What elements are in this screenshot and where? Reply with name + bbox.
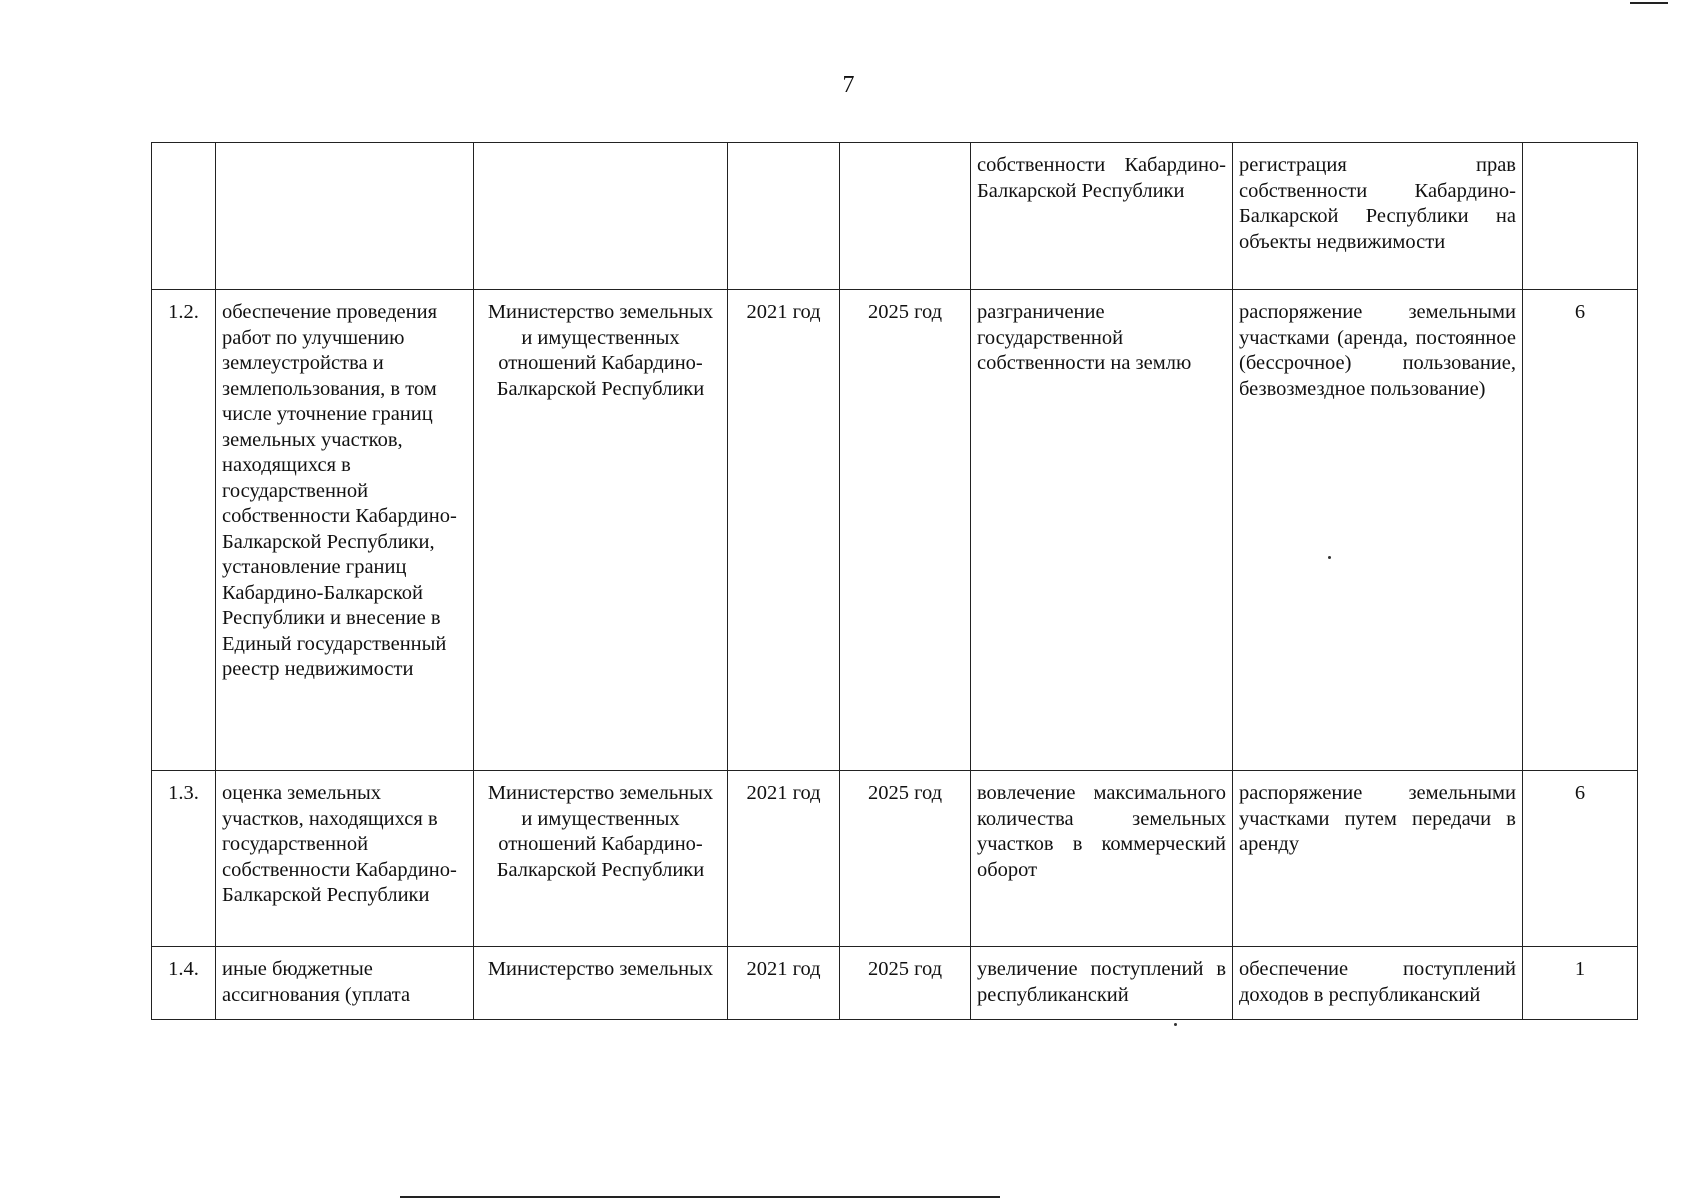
table-row	[152, 290, 1638, 771]
end-year: 2025 год	[840, 290, 971, 771]
scan-artifact-line	[1630, 2, 1668, 4]
indicator-relation: распоряжение земельными участками путем передачи в аренду	[1233, 771, 1523, 947]
expected-result: собственности Кабардино-Балкарской Республики	[971, 143, 1233, 290]
indicator-number: 6	[1523, 290, 1638, 771]
row-number: 1.4.	[152, 947, 216, 1020]
measure-name: обеспечение проведения работ по улучшению землеустройства и землепользования, в том числе уточнение границ земельных участков, находящихся в государственной собственности Кабардино-Балкарской Республики, установление границ Кабардино-Балкарской Республики и внесение в Единый государственный реестр недвижимости	[216, 290, 474, 771]
end-year: 2025 год	[840, 771, 971, 947]
executor	[474, 143, 728, 290]
indicator-relation: распоряжение земельными участками (аренда, постоянное (бессрочное) пользование, безвозмездное пользование)	[1233, 290, 1523, 771]
scan-artifact-line	[400, 1196, 1000, 1198]
indicator-number	[1523, 143, 1638, 290]
end-year	[840, 143, 971, 290]
executor: Министерство земельных и имущественных отношений Кабардино-Балкарской Республики	[474, 771, 728, 947]
table-row	[152, 771, 1638, 947]
table-row	[152, 947, 1638, 1020]
start-year: 2021 год	[728, 290, 840, 771]
row-number	[152, 143, 216, 290]
table-row	[152, 143, 1638, 290]
expected-result: вовлечение максимального количества земельных участков в коммерческий оборот	[971, 771, 1233, 947]
expected-result: разграничение государственной собственности на землю	[971, 290, 1233, 771]
row-number: 1.2.	[152, 290, 216, 771]
end-year: 2025 год	[840, 947, 971, 1020]
measure-name: иные бюджетные ассигнования (уплата	[216, 947, 474, 1020]
indicator-number: 1	[1523, 947, 1638, 1020]
scan-artifact-dot	[1328, 556, 1331, 559]
scan-artifact-dot	[1174, 1023, 1177, 1026]
measures-table	[151, 142, 1638, 1020]
measure-name	[216, 143, 474, 290]
page-number: 7	[842, 72, 855, 98]
start-year: 2021 год	[728, 947, 840, 1020]
start-year	[728, 143, 840, 290]
expected-result: увеличение поступлений в республиканский	[971, 947, 1233, 1020]
executor: Министерство земельных и имущественных отношений Кабардино-Балкарской Республики	[474, 290, 728, 771]
row-number: 1.3.	[152, 771, 216, 947]
indicator-number: 6	[1523, 771, 1638, 947]
measure-name: оценка земельных участков, находящихся в государственной собственности Кабардино-Балкарской Республики	[216, 771, 474, 947]
indicator-relation: регистрация прав собственности Кабардино-Балкарской Республики на объекты недвижимости	[1233, 143, 1523, 290]
executor: Министерство земельных	[474, 947, 728, 1020]
indicator-relation: обеспечение поступлений доходов в республиканский	[1233, 947, 1523, 1020]
start-year: 2021 год	[728, 771, 840, 947]
